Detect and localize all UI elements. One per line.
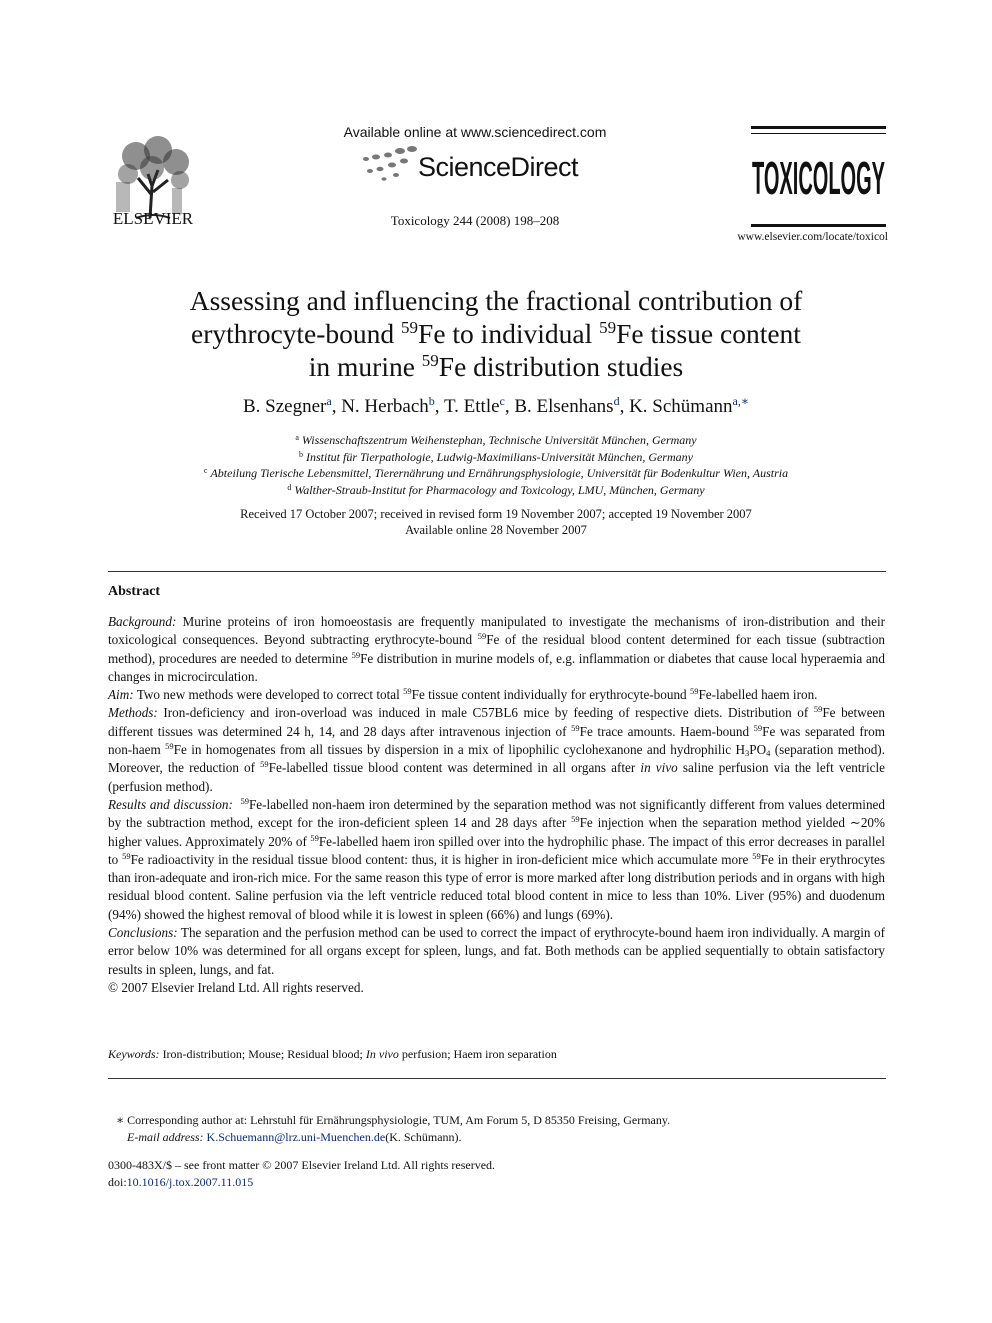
affiliation-item: $^c$ Abteilung Tierische Lebensmittel, Tierernährung und Ernährungsphysiologie, Universität für Bodenkultur Wien, Austria	[203, 466, 789, 481]
journal-reference: Toxicology 244 (2008) 198–208	[390, 213, 560, 228]
corresponding-author-footnote: ∗ Corresponding author at: Lehrstuhl für Ernährungsphysiologie, TUM, Am Forum 5, D 85350 Freising, Germany. E-mail address: K.Schuemann@lrz.uni-Muenchen.de(K. Schümann).	[116, 1113, 671, 1144]
svg-text:TOXICOLOGY: TOXICOLOGY	[752, 152, 885, 202]
author-affiliation-mark[interactable]: a	[326, 394, 332, 408]
journal-name-wordmark	[751, 150, 886, 202]
author-name: K. Schümann	[629, 396, 733, 417]
affiliation-item: $^a$ Wissenschaftszentrum Weihenstephan, Technische Universität München, Germany	[295, 433, 697, 447]
email-link[interactable]: K.Schuemann@lrz.uni-Muenchen.de	[206, 1129, 386, 1144]
author-name: N. Herbach	[341, 396, 429, 417]
abstract-conclusions: Conclusions: The separation and the perfusion method can be used to correct the impact of erythrocyte-bound haem iron individually. A margin of error below 10% was determined for all organs except for spleen, lungs, and fat. Both methods can be applied sequentially to obtain satisfactory results in spleen, lungs, and fat.	[108, 925, 885, 977]
abstract-heading: Abstract	[108, 584, 161, 599]
abstract-body	[108, 613, 885, 997]
abstract-methods: Methods: Iron-deficiency and iron-overload was induced in male C57BL6 mice by feeding of respective diets. Distribution of $^{59}$Fe between different tissues was determined 24 h, 14, and 28 days after intravenous injection of $^{59}$Fe trace amounts. Haem-bound $^{59}$Fe was separated from non-haem $^{59}$Fe in homogenates from all tissues by dispersion in a mix of lipophilic cyclohexanone and hydrophilic $H_3PO_4$ (separation method). Moreover, the reduction of $^{59}$Fe-labelled tissue blood content was determined in all organs after in vivo saline perfusion via the left ventricle (perfusion method).	[108, 704, 886, 794]
journal-url-link[interactable]: www.elsevier.com/locate/toxicol	[737, 231, 888, 243]
article-history	[100, 506, 892, 538]
abstract-background: Background: Murine proteins of iron homoeostasis are frequently manipulated to investigate the mechanisms of iron-distribution and their toxicological consequences. Beyond subtracting erythrocyte-bound $^{59}$Fe of the residual blood content determined for each tissue (subtraction method), procedures are needed to determine $^{59}$Fe distribution in murine models of, e.g. inflammation or diabetes that cause local hyperaemia and changes in microcirculation.	[108, 614, 886, 684]
title-line-1: Assessing and influencing the fractional contribution of	[189, 285, 803, 316]
doi-link[interactable]: 10.1016/j.tox.2007.11.015	[126, 1174, 254, 1189]
front-matter	[108, 1157, 886, 1190]
section-divider	[108, 1078, 886, 1079]
received-dates: Received 17 October 2007; received in revised form 19 November 2007; accepted 19 November 2007	[240, 507, 752, 521]
abstract-aim: Aim: Two new methods were developed to correct total $^{59}$Fe tissue content individually for erythrocyte-bound $^{59}$Fe-labelled haem iron.	[108, 686, 818, 703]
author-name: B. Szegner	[243, 396, 327, 417]
abstract-results: Results and discussion: $^{59}$Fe-labelled non-haem iron determined by the separation method was not significantly different from values determined by the subtraction method, except for the iron-deficient spleen 14 and 28 days after $^{59}$Fe injection when the separation method yielded ∼20% higher values. Approximately 20% of $^{59}$Fe-labelled haem iron spilled over into the hydrophilic phase. The impact of this error decreases in parallel to $^{59}$Fe radioactivity in the residual tissue blood content: thus, it is higher in iron-deficient mice which accumulate more $^{59}$Fe in their erythrocytes than iron-adequate and iron-rich mice. For the same reason this type of error is more marked after long distribution periods and in organs with high residual blood content. Saline perfusion via the left ventricle reduced total blood content in mice to less than 10%. Liver (95%) and duodenum (94%) showed the highest removal of blood while it is lowest in spleen (66%) and lungs (69%).	[108, 795, 886, 922]
sciencedirect-wordmark: ScienceDirect	[418, 152, 579, 182]
title-line-2: erythrocyte-bound $^{59}$Fe to individual $^{59}$Fe tissue content	[191, 318, 801, 349]
affiliation-item: $^b$ Institut für Tierpathologie, Ludwig-Maximilians-Universität München, Germany	[299, 449, 693, 464]
elsevier-wordmark: ELSEVIER	[112, 209, 194, 228]
available-online-date: Available online 28 November 2007	[405, 523, 587, 537]
journal-header-rule	[751, 126, 886, 129]
issn-line: 0300-483X/$ – see front matter © 2007 Elsevier Ireland Ltd. All rights reserved.	[108, 1158, 496, 1172]
author-name: B. Elsenhans	[514, 396, 614, 417]
doi-line: doi:10.1016/j.tox.2007.11.015	[108, 1174, 254, 1189]
keywords-label: Keywords:	[108, 1047, 160, 1061]
author-affiliation-mark[interactable]: d	[613, 394, 620, 408]
title-line-3: in murine $^{59}$Fe distribution studies	[308, 351, 684, 382]
footnote-mark: ∗	[116, 1113, 125, 1127]
affiliation-list	[100, 432, 892, 499]
sciencedirect-dots-icon	[360, 143, 418, 185]
available-online-text: Available online at www.sciencedirect.com	[343, 124, 607, 140]
journal-footer-rule	[751, 224, 886, 227]
author-affiliation-mark[interactable]: b	[428, 394, 435, 408]
author-name: T. Ettle	[443, 396, 500, 417]
journal-header-rule-thin	[751, 133, 886, 134]
section-divider	[108, 571, 886, 572]
article-title	[100, 284, 892, 383]
keywords: Keywords: Iron-distribution; Mouse; Residual blood; In vivo perfusion; Haem iron separation	[108, 1047, 557, 1061]
email-label: E-mail address:	[127, 1129, 204, 1144]
author-affiliation-mark[interactable]: c	[499, 394, 505, 408]
author-affiliation-mark[interactable]: a,∗	[732, 394, 749, 408]
author-list: B. Szegner$^a$, N. Herbach$^b$, T. Ettle$^c$, B. Elsenhans$^d$, K. Schümann$^{a,∗}$	[243, 394, 749, 417]
abstract-copyright: © 2007 Elsevier Ireland Ltd. All rights reserved.	[108, 979, 364, 995]
affiliation-item: $^d$ Walther-Straub-Institut for Pharmacology and Toxicology, LMU, München, Germany	[287, 483, 705, 498]
